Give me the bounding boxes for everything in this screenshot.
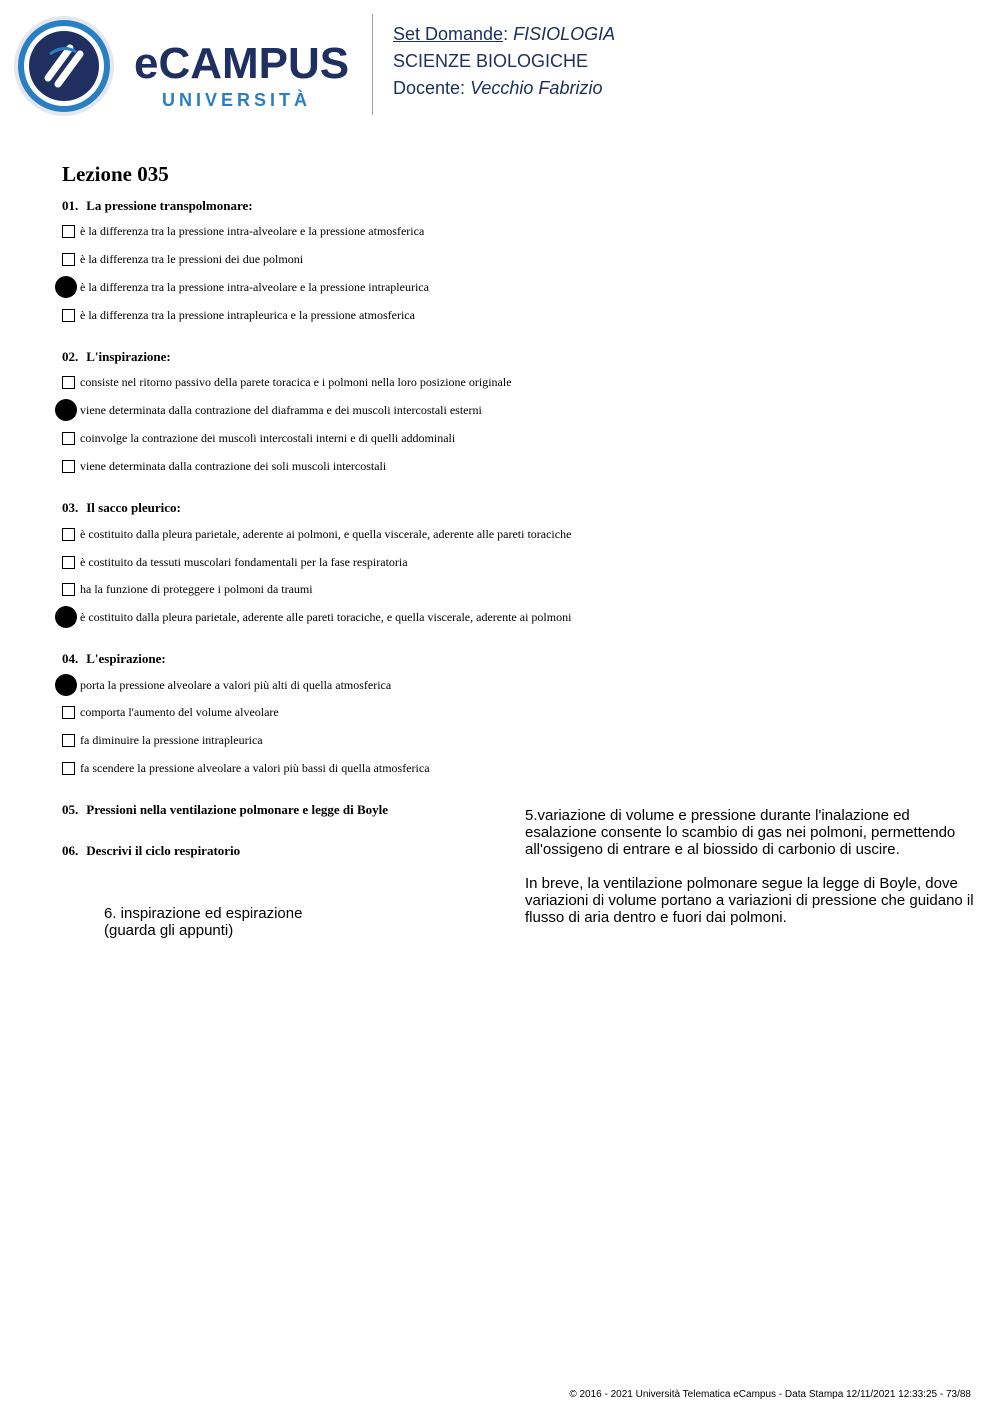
header-divider [372,14,373,115]
option-q3-a: è costituito dalla pleura parietale, aderente ai polmoni, e quella viscerale, aderente alle pareti toraciche [80,527,572,541]
checkbox-q2-a[interactable] [62,376,75,389]
header-course: SCIENZE BIOLOGICHE [393,51,589,71]
answer-mark-q4-a [55,674,77,696]
option-q1-c: è la differenza tra la pressione intra-alveolare e la pressione intrapleurica [80,280,429,294]
question-02 [62,349,171,365]
question-text: L'inspirazione: [86,349,171,364]
checkbox-q1-a[interactable] [62,225,75,238]
teacher-name: Vecchio Fabrizio [470,78,603,98]
checkbox-q3-c[interactable] [62,583,75,596]
option-q3-b: è costituito da tessuti muscolari fondamentali per la fase respiratoria [80,555,408,569]
checkbox-q1-d[interactable] [62,309,75,322]
question-number: 06. [62,843,79,858]
teacher-label: Docente: [393,78,466,98]
question-number: 05. [62,802,79,817]
lesson-title: Lezione 035 [62,162,169,186]
page-footer: © 2016 - 2021 Università Telematica eCampus - Data Stampa 12/11/2021 12:33:25 - 73/88 [569,1389,971,1400]
option-q4-b: comporta l'aumento del volume alveolare [80,705,279,719]
answer-05-paragraph-2: In breve, la ventilazione polmonare segue la legge di Boyle, dove variazioni di volume portano a variazioni di pressione che guidano il flusso di aria dentro e fuori dai polmoni. [525,875,974,926]
checkbox-q3-b[interactable] [62,556,75,569]
option-q3-d: è costituito dalla pleura parietale, aderente alle pareti toraciche, e quella viscerale, aderente ai polmoni [80,610,572,624]
question-number: 01. [62,198,79,213]
option-q2-d: viene determinata dalla contrazione dei soli muscoli intercostali [80,459,387,473]
question-number: 03. [62,500,79,515]
option-q2-b: viene determinata dalla contrazione del diaframma e dei muscoli intercostali esterni [80,403,482,417]
checkbox-q4-d[interactable] [62,762,75,775]
question-text: Descrivi il ciclo respiratorio [86,843,241,858]
option-q2-a: consiste nel ritorno passivo della parete toracica e i polmoni nella loro posizione originale [80,375,512,389]
question-text: Pressioni nella ventilazione polmonare e legge di Boyle [86,802,388,817]
option-q4-c: fa diminuire la pressione intrapleurica [80,733,263,747]
checkbox-q2-d[interactable] [62,460,75,473]
question-number: 02. [62,349,79,364]
ecampus-logo [14,14,359,118]
checkbox-q1-b[interactable] [62,253,75,266]
answer-05-paragraph-1: 5.variazione di volume e pressione durante l'inalazione ed esalazione consente lo scambio di gas nei polmoni, permettendo all'ossigeno di entrare e al biossido di carbonio di uscire. [525,807,956,858]
option-q1-b: è la differenza tra le pressioni dei due polmoni [80,252,304,266]
question-05 [62,802,388,818]
logo-brand-text: eCAMPUS [134,39,350,88]
checkbox-q3-a[interactable] [62,528,75,541]
checkbox-q2-c[interactable] [62,432,75,445]
question-text: L'espirazione: [86,651,166,666]
option-q1-d: è la differenza tra la pressione intrapleurica e la pressione atmosferica [80,308,415,322]
header-teacher [393,75,602,102]
checkbox-q4-c[interactable] [62,734,75,747]
question-text: Il sacco pleurico: [86,500,181,515]
answer-06-line-1: 6. inspirazione ed espirazione [104,905,303,922]
question-06 [62,843,240,859]
set-value: FISIOLOGIA [513,24,616,44]
question-01 [62,198,253,214]
option-q3-c: ha la funzione di proteggere i polmoni da traumi [80,582,313,596]
option-q2-c: coinvolge la contrazione dei muscoli intercostali interni e di quelli addominali [80,431,456,445]
set-label: Set Domande [393,24,504,44]
logo-sub-text: UNIVERSITÀ [162,90,312,110]
answer-06-line-2: (guarda gli appunti) [104,922,234,939]
question-text: La pressione transpolmonare: [86,198,253,213]
question-number: 04. [62,651,79,666]
question-04 [62,651,166,667]
header-set: Set Domande: FISIOLOGIA [393,24,616,44]
answer-mark-q2-b [55,399,77,421]
option-q4-a: porta la pressione alveolare a valori più alti di quella atmosferica [80,678,392,692]
answer-mark-q3-d [55,606,77,628]
checkbox-q4-b[interactable] [62,706,75,719]
option-q1-a: è la differenza tra la pressione intra-alveolare e la pressione atmosferica [80,224,425,238]
answer-mark-q1-c [55,276,77,298]
option-q4-d: fa scendere la pressione alveolare a valori più bassi di quella atmosferica [80,761,430,775]
question-03 [62,500,181,516]
